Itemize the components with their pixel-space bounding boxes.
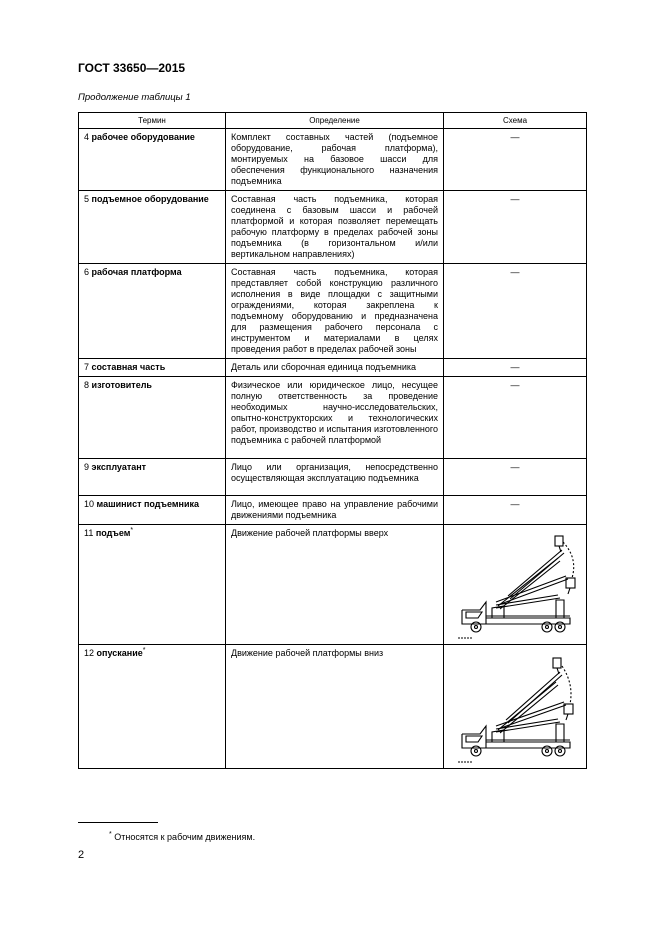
- term-name: подъемное оборудование: [91, 194, 209, 204]
- aerial-lift-lower-diagram: [452, 648, 578, 764]
- page-number: 2: [78, 849, 85, 861]
- term-cell: [79, 129, 226, 191]
- schema-cell: —: [444, 496, 587, 525]
- schema-cell: —: [444, 264, 587, 359]
- table-header-row: [79, 113, 587, 129]
- term-number: 5: [84, 194, 90, 204]
- term-name: опускание: [96, 648, 143, 658]
- table-row: [79, 359, 587, 377]
- table-row: [79, 377, 587, 459]
- table-row: [79, 264, 587, 359]
- footnote-mark: *: [142, 647, 146, 654]
- column-header-schema: Схема: [444, 113, 587, 129]
- terms-table: [78, 112, 587, 769]
- term-number: 12: [84, 648, 95, 658]
- definition-cell: Физическое или юридическое лицо, несущее полную ответственность за проведение необходимых научно-исследовательских, опытно-конструкторских и технологических работ, производство и испытания изготовленного подъемника с рабочей платформой: [226, 377, 444, 459]
- term-name: рабочее оборудование: [91, 132, 195, 142]
- schema-cell: [444, 525, 587, 645]
- definition-cell: Составная часть подъемника, которая соединена с базовым шасси и рабочей платформой и которая позволяет перемещать рабочую платформу в пределах рабочей зоны подъемника (в горизонтальном и/или вертикальном направлениях): [226, 191, 444, 264]
- term-name: машинист подъемника: [96, 499, 199, 509]
- table-row: [79, 645, 587, 769]
- footnote-mark: *: [109, 831, 112, 838]
- schema-cell: —: [444, 359, 587, 377]
- term-cell: [79, 264, 226, 359]
- schema-cell: —: [444, 129, 587, 191]
- term-number: 7: [84, 362, 90, 372]
- term-cell: [79, 191, 226, 264]
- term-cell: [79, 459, 226, 496]
- aerial-lift-raise-diagram: [452, 528, 578, 640]
- definition-cell: Движение рабочей платформы вверх: [226, 525, 444, 645]
- definition-cell: Движение рабочей платформы вниз: [226, 645, 444, 769]
- term-name: подъем: [95, 528, 131, 538]
- definition-cell: Лицо или организация, непосредственно осуществляющая эксплуатацию подъемника: [226, 459, 444, 496]
- table-row: [79, 496, 587, 525]
- term-number: 11: [84, 528, 94, 538]
- footnote-mark: *: [130, 527, 134, 534]
- column-header-term: Термин: [79, 113, 226, 129]
- schema-cell: —: [444, 191, 587, 264]
- term-number: 10: [84, 499, 95, 509]
- schema-cell: [444, 645, 587, 769]
- table-row: [79, 191, 587, 264]
- term-cell: [79, 645, 226, 769]
- definition-cell: Деталь или сборочная единица подъемника: [226, 359, 444, 377]
- term-number: 4: [84, 132, 90, 142]
- table-caption: Продолжение таблицы 1: [78, 92, 191, 103]
- table-row: [79, 459, 587, 496]
- footnote: [109, 831, 255, 842]
- table-row: [79, 525, 587, 645]
- table-row: [79, 129, 587, 191]
- term-name: изготовитель: [91, 380, 152, 390]
- term-number: 8: [84, 380, 90, 390]
- term-cell: [79, 377, 226, 459]
- term-cell: [79, 359, 226, 377]
- footnote-rule: [78, 822, 158, 823]
- definition-cell: Лицо, имеющее право на управление рабочими движениями подъемника: [226, 496, 444, 525]
- schema-cell: —: [444, 459, 587, 496]
- column-header-definition: Определение: [226, 113, 444, 129]
- definition-cell: Комплект составных частей (подъемное оборудование, рабочая платформа), монтируемых на базовое шасси для обеспечения функционального назначения подъемника: [226, 129, 444, 191]
- footnote-text: Относятся к рабочим движениям.: [114, 832, 256, 842]
- term-number: 6: [84, 267, 90, 277]
- definition-cell: Составная часть подъемника, которая представляет собой конструкцию различного исполнения в виде площадки с защитными ограждениями, которая закреплена к подъемному оборудованию и предназначена для размещения рабочего персонала с инструментом и материалами в целях проведения работ в пределах рабочей зоны: [226, 264, 444, 359]
- term-name: составная часть: [91, 362, 166, 372]
- term-number: 9: [84, 462, 90, 472]
- term-name: рабочая платформа: [91, 267, 182, 277]
- standard-header: ГОСТ 33650—2015: [78, 61, 186, 75]
- schema-cell: —: [444, 377, 587, 459]
- term-cell: [79, 525, 226, 645]
- term-name: эксплуатант: [91, 462, 147, 472]
- term-cell: [79, 496, 226, 525]
